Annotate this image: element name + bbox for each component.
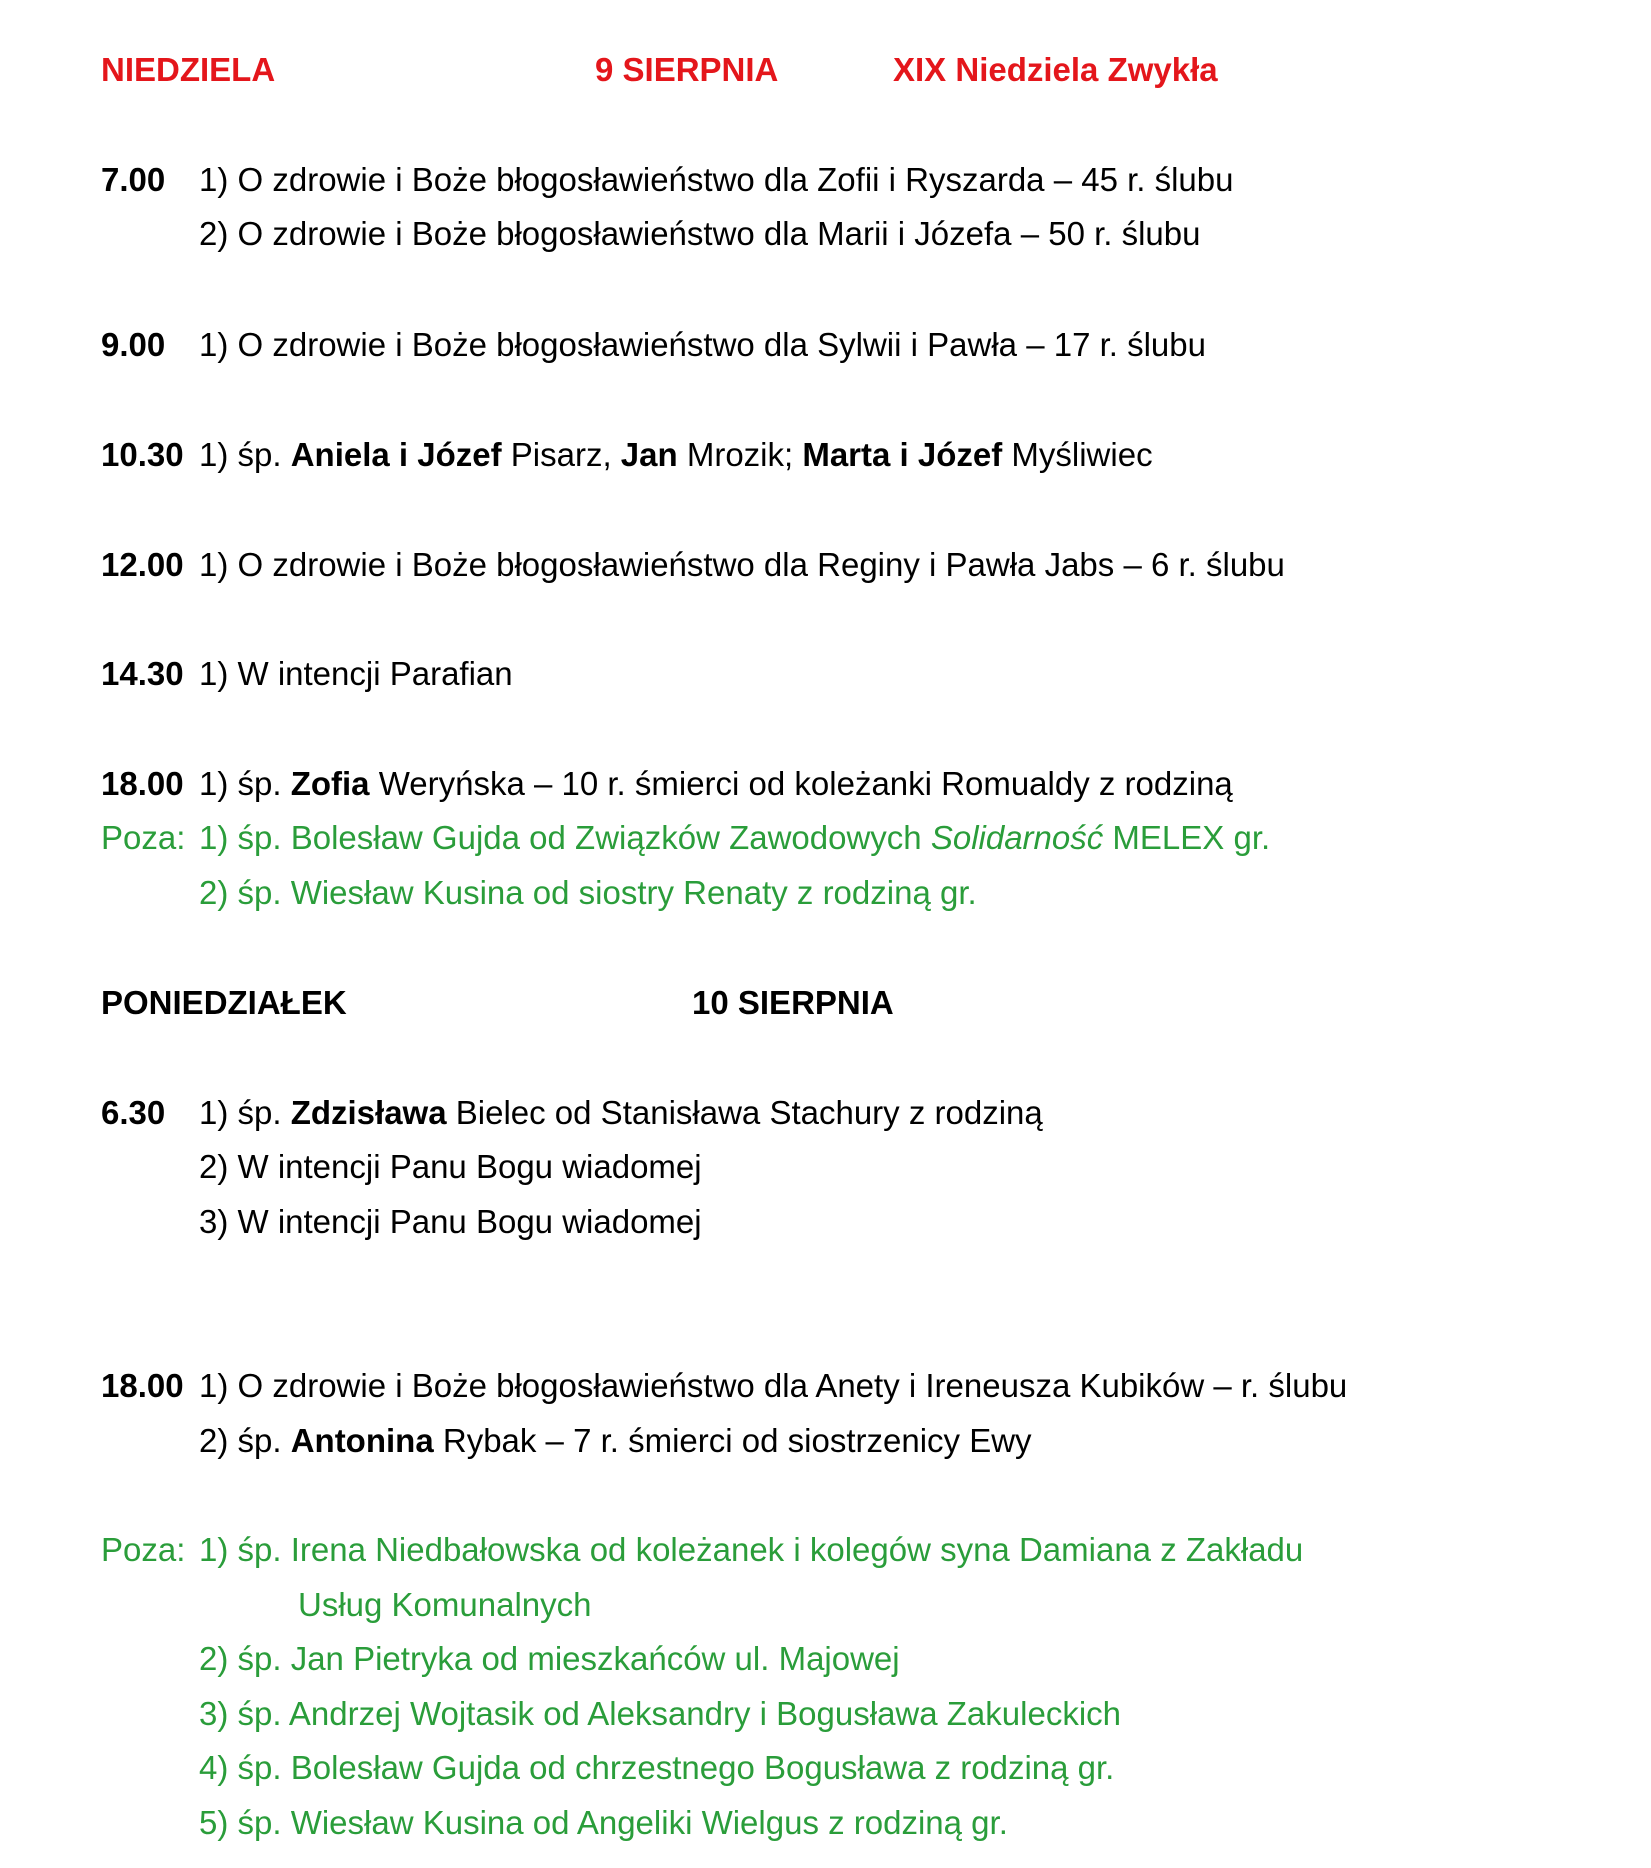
poza-label-sunday: Poza: xyxy=(101,819,186,856)
poza-sunday-1: 1) śp. Bolesław Gujda od Związków Zawodowych Solidarność MELEX gr. xyxy=(199,819,1271,856)
intention-700-2: 2) O zdrowie i Boże błogosławieństwo dla Marii i Józefa – 50 r. ślubu xyxy=(199,215,1201,252)
intention-630-1: 1) śp. Zdzisława Bielec od Stanisława Stachury z rodziną xyxy=(199,1094,1043,1131)
intention-630-3: 3) W intencji Panu Bogu wiadomej xyxy=(199,1203,702,1240)
intention-1430-1: 1) W intencji Parafian xyxy=(199,655,513,692)
mass-time-1030: 10.30 xyxy=(101,436,184,473)
date-heading-monday: 10 SIERPNIA xyxy=(692,984,894,1021)
poza-monday-1-continuation: Usług Komunalnych xyxy=(298,1586,592,1623)
feast-heading: XIX Niedziela Zwykła xyxy=(893,51,1218,88)
mass-time-700: 7.00 xyxy=(101,161,166,198)
poza-label-monday: Poza: xyxy=(101,1531,186,1568)
mass-time-900: 9.00 xyxy=(101,326,166,363)
mass-time-1430: 14.30 xyxy=(101,655,184,692)
poza-monday-5: 5) śp. Wiesław Kusina od Angeliki Wielgus z rodziną gr. xyxy=(199,1804,1008,1841)
intention-700-1: 1) O zdrowie i Boże błogosławieństwo dla Zofii i Ryszarda – 45 r. ślubu xyxy=(199,161,1234,198)
day-heading-sunday: NIEDZIELA xyxy=(101,51,276,88)
poza-monday-2: 2) śp. Jan Pietryka od mieszkańców ul. Majowej xyxy=(199,1640,900,1677)
mass-time-1800-monday: 18.00 xyxy=(101,1367,184,1404)
intention-1200-1: 1) O zdrowie i Boże błogosławieństwo dla Reginy i Pawła Jabs – 6 r. ślubu xyxy=(199,546,1285,583)
intention-630-2: 2) W intencji Panu Bogu wiadomej xyxy=(199,1148,702,1185)
mass-time-630: 6.30 xyxy=(101,1094,166,1131)
poza-monday-4: 4) śp. Bolesław Gujda od chrzestnego Bogusława z rodziną gr. xyxy=(199,1749,1115,1786)
poza-monday-1: 1) śp. Irena Niedbałowska od koleżanek i kolegów syna Damiana z Zakładu xyxy=(199,1531,1304,1568)
intention-1800-monday-2: 2) śp. Antonina Rybak – 7 r. śmierci od siostrzenicy Ewy xyxy=(199,1422,1032,1459)
intention-1030-1: 1) śp. Aniela i Józef Pisarz, Jan Mrozik; Marta i Józef Myśliwiec xyxy=(199,436,1153,473)
mass-time-1200: 12.00 xyxy=(101,546,184,583)
mass-time-1800: 18.00 xyxy=(101,765,184,802)
intention-1800-monday-1: 1) O zdrowie i Boże błogosławieństwo dla Anety i Ireneusza Kubików – r. ślubu xyxy=(199,1367,1348,1404)
date-heading-sunday: 9 SIERPNIA xyxy=(595,51,779,88)
poza-sunday-2: 2) śp. Wiesław Kusina od siostry Renaty z rodziną gr. xyxy=(199,874,977,911)
poza-monday-3: 3) śp. Andrzej Wojtasik od Aleksandry i Bogusława Zakuleckich xyxy=(199,1695,1122,1732)
day-heading-monday: PONIEDZIAŁEK xyxy=(101,984,347,1021)
intention-900-1: 1) O zdrowie i Boże błogosławieństwo dla Sylwii i Pawła – 17 r. ślubu xyxy=(199,326,1206,363)
intention-1800-1: 1) śp. Zofia Weryńska – 10 r. śmierci od koleżanki Romualdy z rodziną xyxy=(199,765,1233,802)
